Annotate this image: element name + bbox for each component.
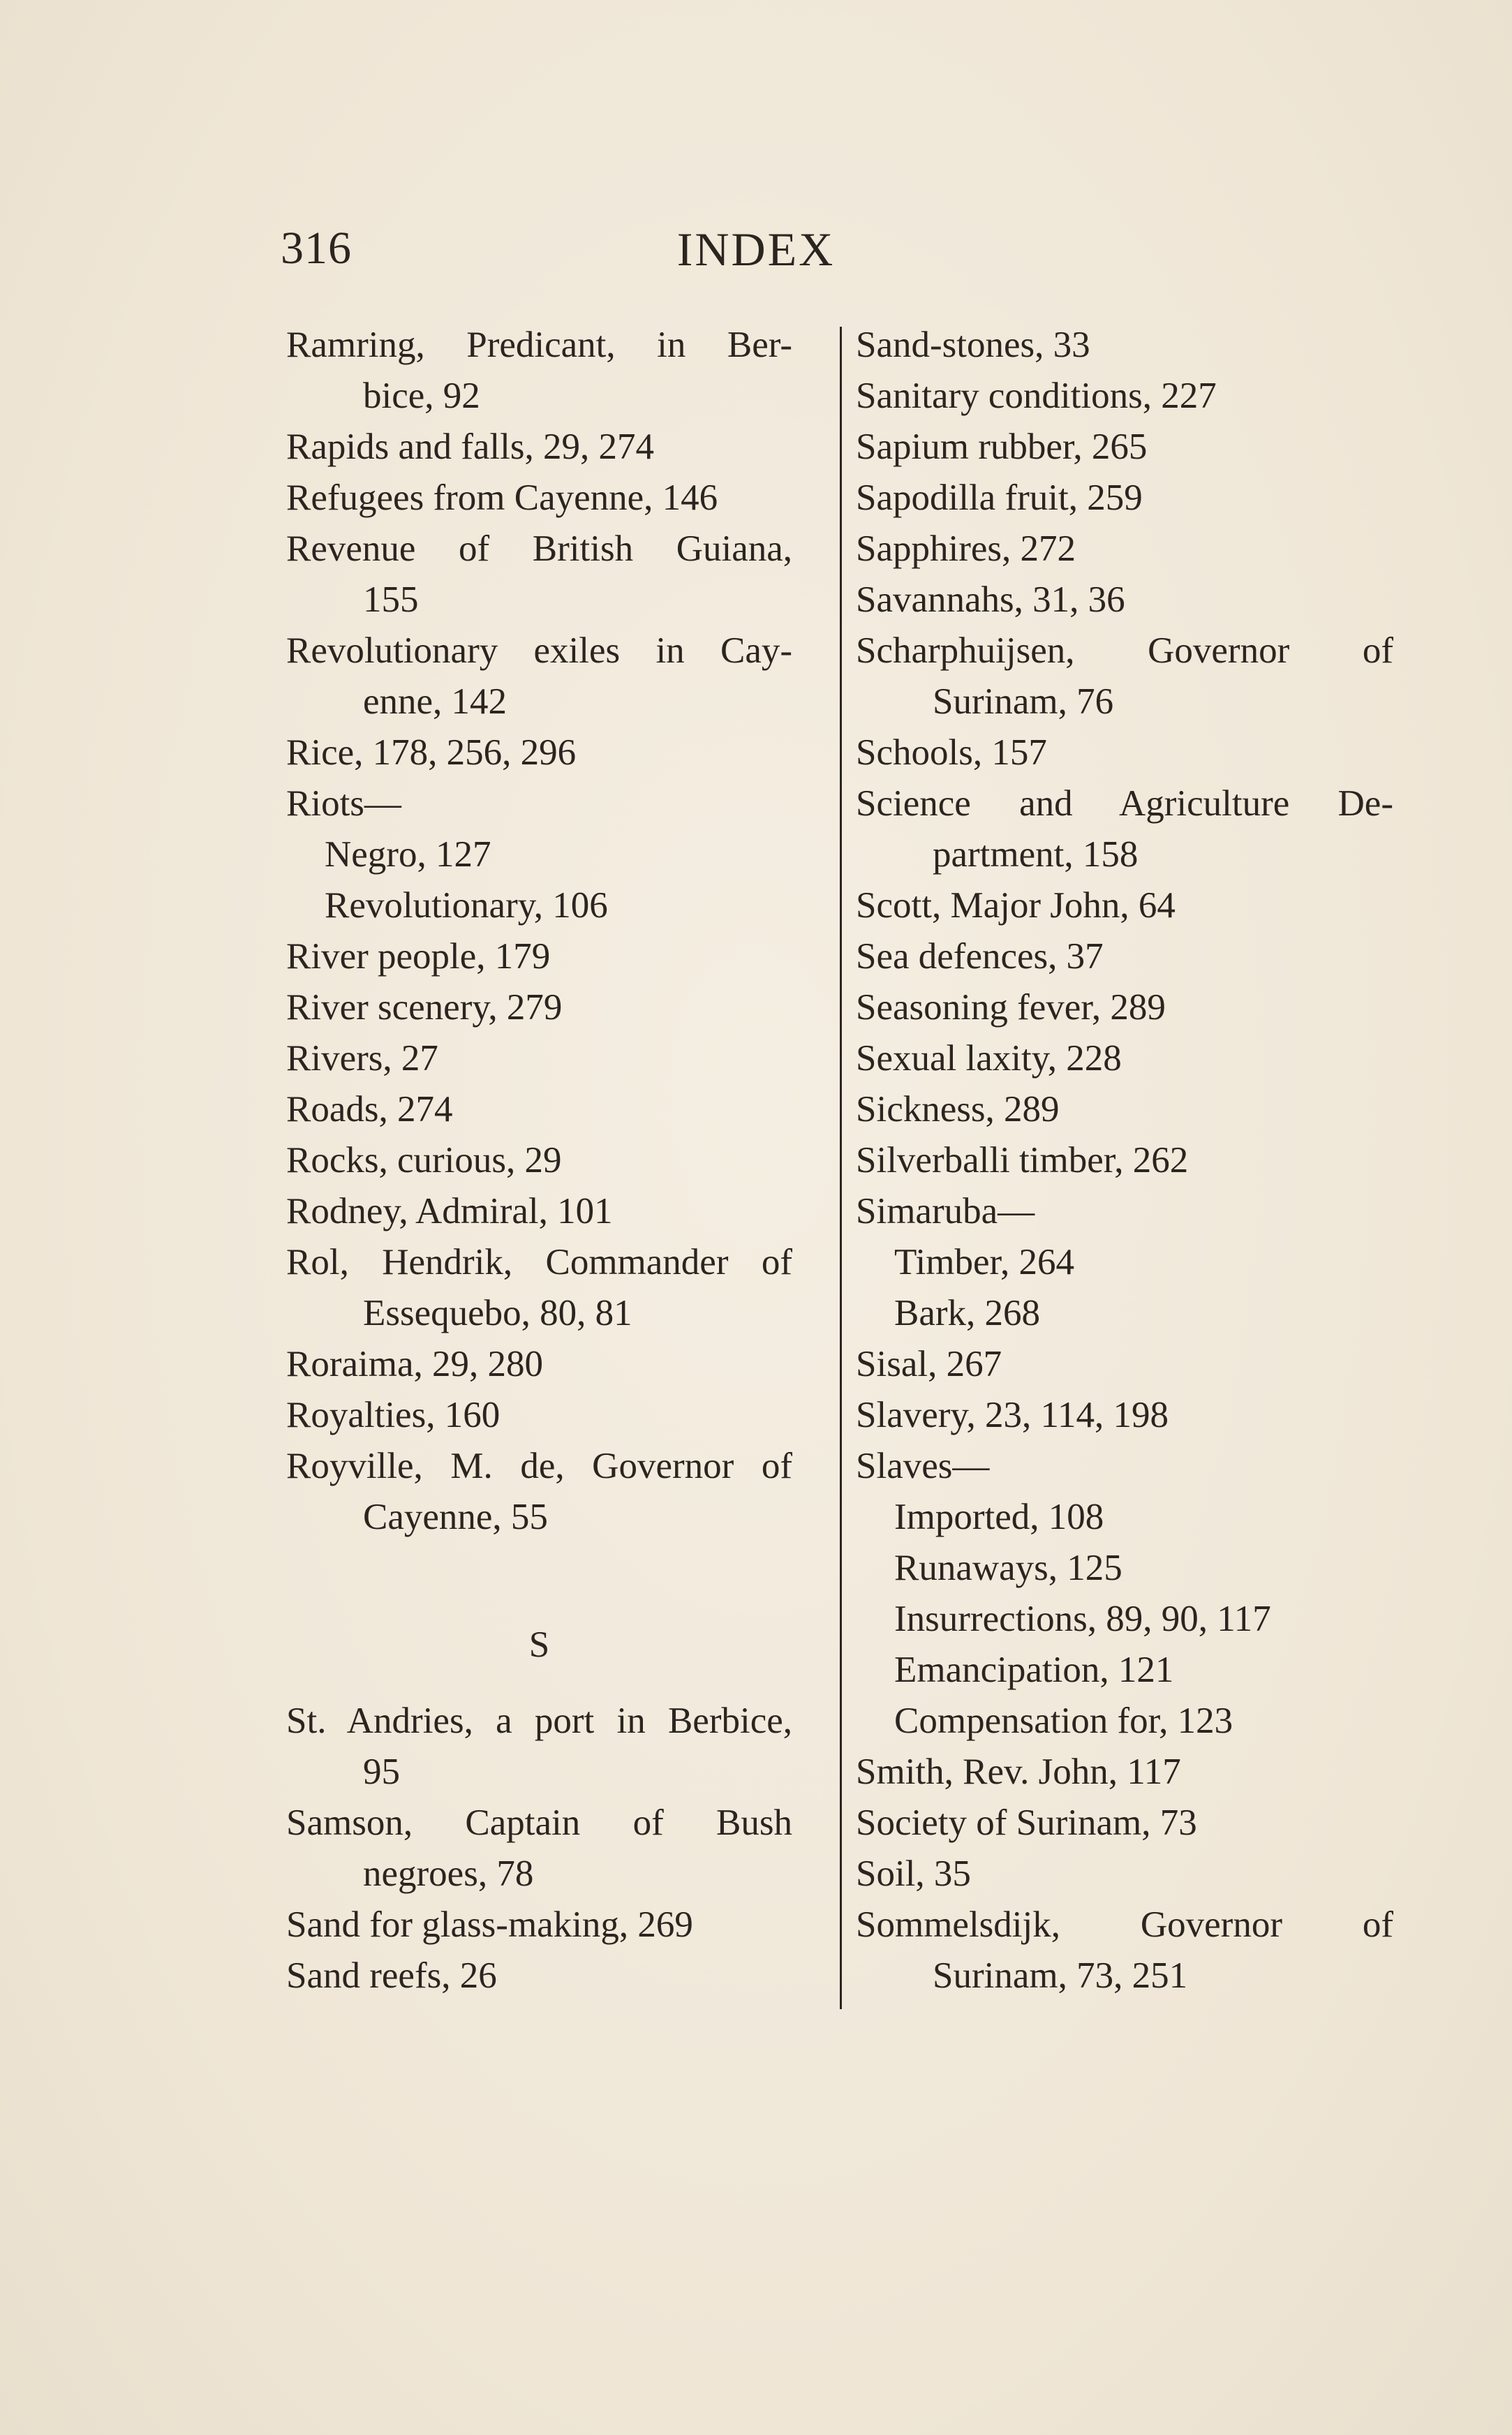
entry-subheading: Bark, 268 <box>894 1293 1041 1333</box>
index-entry <box>856 371 1393 422</box>
entry-continuation: Surinam, 73, 251 <box>933 1955 1188 1996</box>
page-title: INDEX <box>676 223 836 276</box>
index-entry <box>856 626 1393 727</box>
entry-heading: St. Andries, a port in Berbice, <box>286 1701 792 1741</box>
entry-heading: Schools, 157 <box>856 732 1047 773</box>
index-entry <box>856 1033 1393 1084</box>
index-entry <box>856 1186 1393 1339</box>
right-column <box>856 320 1393 2001</box>
entry-heading: Sommelsdijk, Governor of <box>856 1904 1393 1945</box>
index-entry <box>286 1186 792 1237</box>
entry-heading: Rivers, 27 <box>286 1038 438 1079</box>
entry-heading: Sand for glass-making, 269 <box>286 1904 693 1945</box>
index-entry <box>856 1798 1393 1849</box>
entry-heading: River people, 179 <box>286 936 551 977</box>
entry-heading: Scharphuijsen, Governor of <box>856 630 1393 671</box>
entry-heading: Rice, 178, 256, 296 <box>286 732 577 773</box>
entry-continuation: 155 <box>363 579 419 620</box>
entry-heading: Sanitary conditions, 227 <box>856 376 1217 416</box>
entry-heading: Riots— <box>286 783 401 824</box>
index-list-s-left <box>286 1696 792 2001</box>
entry-heading: Roads, 274 <box>286 1089 453 1130</box>
entry-continuation: Surinam, 76 <box>933 681 1114 722</box>
index-entry <box>286 626 792 727</box>
section-letter: S <box>528 1624 550 1665</box>
index-entry <box>286 1390 792 1441</box>
entry-subheading: Compensation for, 123 <box>894 1701 1233 1741</box>
index-entry <box>286 1798 792 1900</box>
entry-subheading: Runaways, 125 <box>894 1548 1122 1588</box>
entry-heading: Savannahs, 31, 36 <box>856 579 1125 620</box>
entry-subheading: Emancipation, 121 <box>894 1650 1174 1690</box>
index-entry <box>856 1747 1393 1798</box>
index-entry <box>856 320 1393 371</box>
index-entry <box>856 931 1393 982</box>
left-column <box>286 320 792 2001</box>
index-entry <box>856 727 1393 778</box>
index-entry <box>286 931 792 982</box>
entry-heading: Refugees from Cayenne, 146 <box>286 478 718 518</box>
index-entry <box>856 1390 1393 1441</box>
entry-heading: Revenue of British Guiana, <box>286 528 792 569</box>
index-entry <box>286 778 792 931</box>
index-entry <box>286 1441 792 1543</box>
entry-heading: Sapphires, 272 <box>856 528 1076 569</box>
page-number: 316 <box>281 223 352 274</box>
entry-subheading: Revolutionary, 106 <box>325 885 608 926</box>
entry-heading: Samson, Captain of Bush <box>286 1803 792 1843</box>
entry-heading: Sand reefs, 26 <box>286 1955 497 1996</box>
index-entry <box>856 1339 1393 1390</box>
index-entry <box>856 1441 1393 1747</box>
index-entry <box>856 982 1393 1033</box>
entry-heading: Royville, M. de, Governor of <box>286 1446 792 1486</box>
index-entry <box>856 575 1393 626</box>
entry-heading: Science and Agriculture De- <box>856 783 1393 824</box>
entry-heading: Rapids and falls, 29, 274 <box>286 427 654 467</box>
index-entry <box>286 1033 792 1084</box>
entry-heading: Rocks, curious, 29 <box>286 1140 562 1181</box>
entry-heading: Rol, Hendrik, Commander of <box>286 1242 792 1282</box>
entry-heading: Revolutionary exiles in Cay- <box>286 630 792 671</box>
entry-continuation: Cayenne, 55 <box>363 1497 548 1537</box>
entry-heading: Sand-stones, 33 <box>856 325 1090 365</box>
index-entry <box>286 1900 792 1951</box>
index-entry <box>856 778 1393 880</box>
entry-heading: Sisal, 267 <box>856 1344 1002 1384</box>
entry-heading: Simaruba— <box>856 1191 1035 1231</box>
entry-heading: Sapium rubber, 265 <box>856 427 1148 467</box>
entry-heading: River scenery, 279 <box>286 987 563 1028</box>
entry-continuation: 95 <box>363 1752 400 1792</box>
entry-continuation: negroes, 78 <box>363 1853 534 1894</box>
index-entry <box>856 524 1393 575</box>
entry-continuation: partment, 158 <box>933 834 1139 875</box>
index-entry <box>286 1951 792 2001</box>
index-entry <box>286 1696 792 1798</box>
index-list-r <box>286 320 792 1543</box>
index-entry <box>856 1900 1393 2001</box>
entry-heading: Silverballi timber, 262 <box>856 1140 1189 1181</box>
entry-heading: Sea defences, 37 <box>856 936 1104 977</box>
entry-heading: Ramring, Predicant, in Ber- <box>286 325 792 365</box>
entry-heading: Society of Surinam, 73 <box>856 1803 1197 1843</box>
entry-heading: Sexual laxity, 228 <box>856 1038 1122 1079</box>
entry-heading: Smith, Rev. John, 117 <box>856 1752 1181 1792</box>
entry-heading: Slaves— <box>856 1446 990 1486</box>
entry-continuation: enne, 142 <box>363 681 507 722</box>
index-entry <box>286 1339 792 1390</box>
index-entry <box>856 422 1393 473</box>
index-entry <box>286 422 792 473</box>
index-entry <box>286 473 792 524</box>
index-entry <box>856 1849 1393 1900</box>
index-entry <box>286 524 792 626</box>
entry-heading: Sickness, 289 <box>856 1089 1060 1130</box>
index-entry <box>856 880 1393 931</box>
entry-subheading: Insurrections, 89, 90, 117 <box>894 1599 1271 1639</box>
index-entry <box>856 473 1393 524</box>
entry-heading: Soil, 35 <box>856 1853 971 1894</box>
entry-heading: Rodney, Admiral, 101 <box>286 1191 613 1231</box>
entry-heading: Seasoning fever, 289 <box>856 987 1166 1028</box>
index-list-s-right <box>856 320 1393 2001</box>
index-entry <box>286 727 792 778</box>
entry-heading: Slavery, 23, 114, 198 <box>856 1395 1169 1435</box>
entry-heading: Sapodilla fruit, 259 <box>856 478 1143 518</box>
index-entry <box>286 1135 792 1186</box>
index-entry <box>856 1084 1393 1135</box>
entry-continuation: Essequebo, 80, 81 <box>363 1293 632 1333</box>
index-entry <box>856 1135 1393 1186</box>
entry-heading: Scott, Major John, 64 <box>856 885 1176 926</box>
index-entry <box>286 320 792 422</box>
entry-continuation: bice, 92 <box>363 376 480 416</box>
column-divider <box>840 327 842 2009</box>
index-entry <box>286 1237 792 1339</box>
index-entry <box>286 1084 792 1135</box>
index-entry <box>286 982 792 1033</box>
entry-subheading: Negro, 127 <box>325 834 491 875</box>
entry-heading: Royalties, 160 <box>286 1395 501 1435</box>
entry-subheading: Timber, 264 <box>894 1242 1075 1282</box>
entry-heading: Roraima, 29, 280 <box>286 1344 543 1384</box>
entry-subheading: Imported, 108 <box>894 1497 1104 1537</box>
